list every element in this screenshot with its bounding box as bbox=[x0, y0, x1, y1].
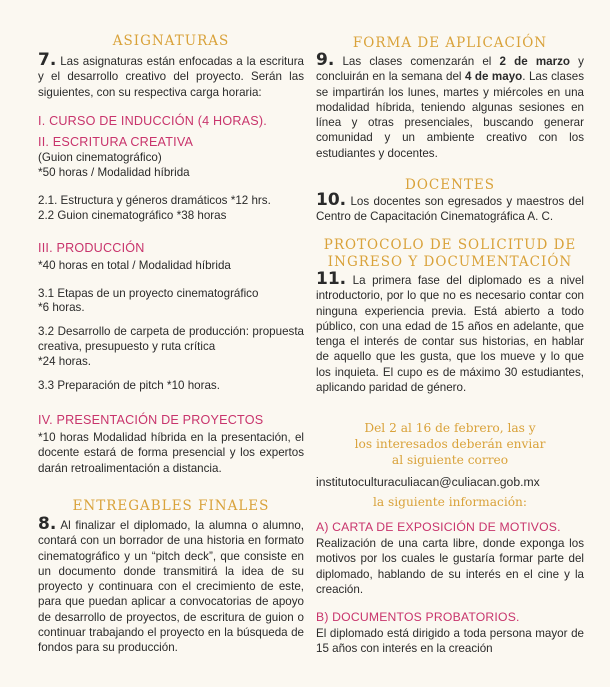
escritura-subtitle: (Guion cinematográfico) bbox=[38, 151, 162, 164]
start-date: 2 de marzo bbox=[499, 55, 570, 68]
escritura-item-2-1: 2.1. Estructura y géneros dramáticos *12 hrs. bbox=[38, 193, 271, 207]
asignaturas-heading: ASIGNATURAS bbox=[112, 33, 230, 49]
asterisk-icon: * bbox=[166, 378, 172, 392]
fechas-line2: los interesados deberán enviar bbox=[354, 437, 546, 451]
protocolo-heading-line2: INGRESO Y DOCUMENTACIÓN bbox=[327, 254, 573, 270]
produccion-item-3-1-hours: *6 horas. bbox=[38, 300, 85, 314]
contact-email-link[interactable]: institutoculturaculiacan@culiacan.gob.mx bbox=[316, 475, 540, 489]
produccion-hours: *40 horas en total / Modalidad híbrida bbox=[38, 258, 231, 272]
carta-text: Realización de una carta libre, donde exponga los motivos por los cuales le gustaría formar parte del diplomado, hablando de su interés en el cine y la creación. bbox=[316, 537, 584, 596]
item-8-number: 8. bbox=[38, 514, 57, 534]
item-7-paragraph bbox=[38, 50, 304, 100]
item-9-number: 9. bbox=[316, 50, 335, 70]
asterisk-icon: * bbox=[38, 430, 43, 444]
item-8-paragraph bbox=[38, 514, 304, 656]
documentos-text: El diplomado está dirigido a toda persona mayor de 15 años con interés en la creación bbox=[316, 627, 584, 656]
item-11-number: 11. bbox=[316, 269, 347, 289]
produccion-item-3-2-hours: *24 horas. bbox=[38, 354, 92, 368]
item-10-paragraph: 10. Los docentes son egresados y maestros del Centro de Capacitación Cinematográfica A. C. bbox=[316, 190, 584, 224]
asterisk-icon: * bbox=[38, 300, 43, 314]
item-9-paragraph: 9. Las clases comenzarán el 2 de marzo y concluirán en la semana del 4 de mayo. Las clases se impartirán los lunes, martes y miércoles en una modalidad híbrida, teniendo algunas sesiones en línea y otras presenciales, buscando generar comunidad y un ambiente creativo con los estudiantes y docentes. bbox=[316, 50, 585, 160]
asterisk-icon: * bbox=[38, 354, 43, 368]
section-carta: A) CARTA DE EXPOSICIÓN DE MOTIVOS. bbox=[316, 520, 561, 534]
presentacion-text: *10 horas Modalidad híbrida en la presentación, el docente estará de forma presencial y los expertos darán retroalimentación a distancia. bbox=[38, 430, 304, 475]
item-10-number: 10. bbox=[316, 190, 347, 210]
produccion-item-3-3: 3.3 Preparación de pitch *10 horas. bbox=[38, 378, 220, 392]
asterisk-icon: * bbox=[38, 258, 43, 272]
item-7-number: 7. bbox=[38, 50, 57, 70]
docentes-heading: DOCENTES bbox=[405, 177, 495, 193]
produccion-item-3-1: 3.1 Etapas de un proyecto cinematográfico bbox=[38, 287, 259, 300]
escritura-hours: *50 horas / Modalidad híbrida bbox=[38, 165, 190, 179]
asterisk-icon: * bbox=[230, 193, 236, 207]
asterisk-icon: * bbox=[38, 165, 43, 179]
section-induccion: I. CURSO DE INDUCCIÓN (4 HORAS). bbox=[38, 114, 267, 128]
entregables-heading: ENTREGABLES FINALES bbox=[72, 498, 270, 514]
section-presentacion: IV. PRESENTACIÓN DE PROYECTOS bbox=[38, 413, 264, 427]
item-11-paragraph: 11. La primera fase del diplomado es a nivel introductorio, por lo que no es necesario contar con ninguna experiencia previa. Está abierto a todo público, con una edad de 15 años en adelante, que tenga el interés de contar sus historias, en hablar de aquello que les gusta, que los mueve y lo que los inquieta. El cupo es de máximo 30 estudiantes, aplicando paridad de género. bbox=[316, 269, 584, 395]
fechas-line1: Del 2 al 16 de febrero, las y bbox=[364, 421, 536, 435]
section-documentos: B) DOCUMENTOS PROBATORIOS. bbox=[316, 610, 520, 624]
item-7-text: Las asignaturas están enfocadas a la escritura y el desarrollo creativo del proyecto. Serán las siguientes, con su respectiva carga horaria: bbox=[38, 55, 304, 99]
section-produccion: III. PRODUCCIÓN bbox=[38, 241, 145, 255]
section-escritura: II. ESCRITURA CREATIVA bbox=[38, 135, 194, 149]
info-line: la siguiente información: bbox=[372, 495, 528, 509]
protocolo-heading-line1: PROTOCOLO DE SOLICITUD DE bbox=[323, 237, 577, 253]
asterisk-icon: * bbox=[176, 208, 182, 222]
fechas-line3: al siguiente correo bbox=[391, 453, 509, 467]
produccion-item-3-2: 3.2 Desarrollo de carpeta de producción: propuesta creativa, presupuesto y ruta crítica bbox=[38, 325, 304, 354]
end-date: 4 de mayo bbox=[464, 70, 523, 84]
item-8-text: Al finalizar el diplomado, la alumna o alumno, contará con un borrador de una historia en formato cinematográfico y un “pitch deck”, que consiste en un documento donde transmitirá la idea de su proyecto y continuara con el crecimiento de este, para que puedan aplicar a convocatorias de apoyo de desarrollo de proyectos, de escritura de guion o continuar trabajando el proyecto en la búsqueda de fondos para su producción. bbox=[38, 519, 304, 655]
forma-aplicacion-heading: FORMA DE APLICACIÓN bbox=[352, 35, 548, 51]
escritura-item-2-2: 2.2 Guion cinematográfico *38 horas bbox=[38, 208, 227, 222]
